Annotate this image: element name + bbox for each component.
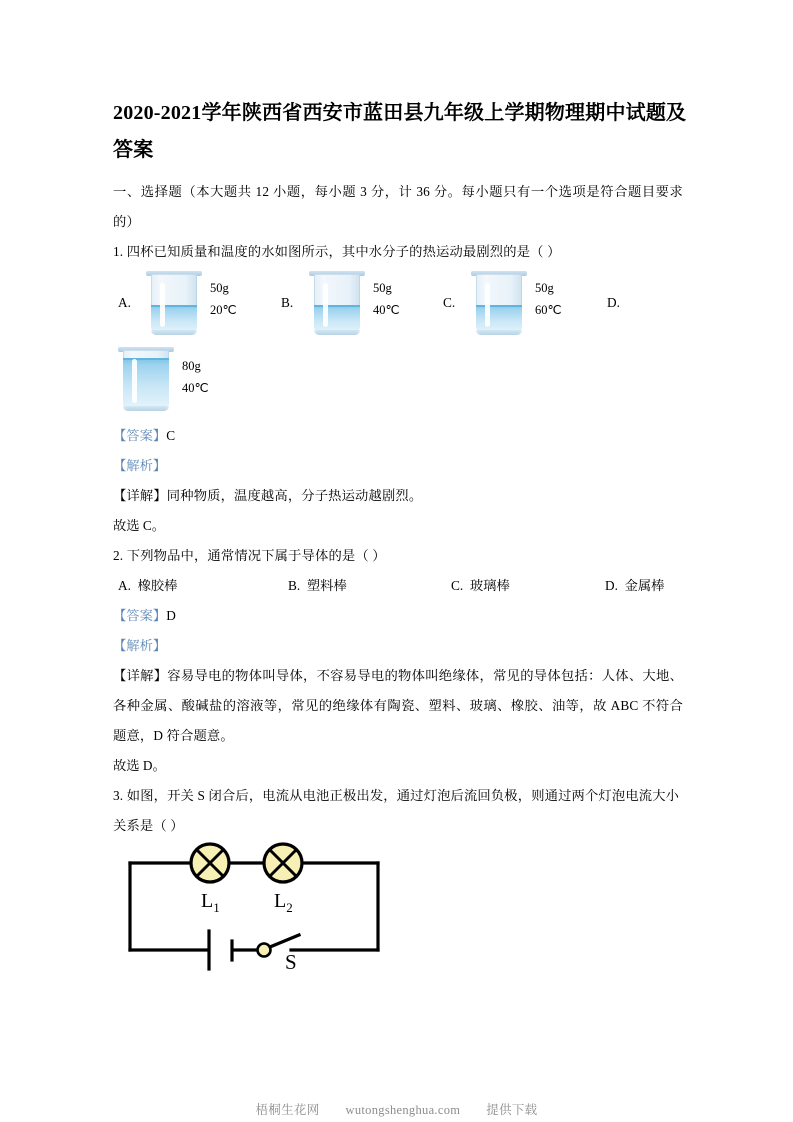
question-1-figure-row-1 (113, 267, 683, 339)
question-3-stem: 3. 如图，开关 S 闭合后，电流从电池正极出发，通过灯泡后流回负极，则通过两个灯泡电流大小关系是（ ） (113, 788, 680, 833)
footer-action: 提供下载 (486, 1103, 538, 1117)
svg-text:L1 (201, 890, 220, 915)
footer (0, 1100, 793, 1118)
question-1-analysis-label (113, 451, 683, 481)
question-1-answer-value: C (166, 428, 176, 443)
lamp-1-subscript: 1 (213, 900, 220, 915)
question-2-option-D[interactable]: D. 金属棒 (605, 578, 665, 593)
detail-label: 【详解】 (113, 488, 167, 503)
analysis-label: 【解析】 (113, 458, 167, 473)
question-2-option-B[interactable]: B. 塑料棒 (288, 578, 347, 593)
option-C[interactable] (443, 267, 603, 339)
footer-domain: wutongshenghua.com (345, 1103, 461, 1117)
option-D-mass: 80g (182, 359, 201, 373)
option-B-mass: 50g (373, 281, 392, 295)
question-2-analysis-label (113, 631, 683, 661)
beaker-D (118, 345, 174, 411)
option-C-mass: 50g (535, 281, 554, 295)
question-2-option-A[interactable]: A. 橡胶棒 (118, 578, 178, 593)
lamp-1-label: L (201, 890, 214, 912)
question-1-conclusion: 故选 C。 (113, 518, 166, 533)
option-D-letter: D. (607, 295, 620, 310)
detail-label: 【详解】 (113, 668, 168, 683)
beaker-C (471, 269, 527, 335)
question-1-figure-row-2 (113, 339, 683, 421)
page-title: 2020-2021学年陕西省西安市蓝田县九年级上学期物理期中试题及答案 (113, 102, 687, 161)
question-2-stem: 2. 下列物品中，通常情况下属于导体的是（ ） (113, 548, 386, 563)
option-B-temperature: 40℃ (373, 303, 400, 317)
section-header: 一、选择题（本大题共 12 小题，每小题 3 分，计 36 分。每小题只有一个选项是符合题目要求的） (113, 184, 683, 229)
option-B[interactable] (281, 267, 441, 339)
lamp-2-label: L (274, 890, 287, 912)
circuit-diagram (113, 841, 403, 973)
answer-label: 【答案】 (113, 428, 167, 443)
switch-label: S (285, 950, 297, 973)
option-A[interactable] (118, 267, 278, 339)
option-A-temperature: 20℃ (210, 303, 237, 317)
question-2-conclusion: 故选 D。 (113, 758, 166, 773)
question-3-circuit-figure (113, 841, 413, 973)
option-B-letter: B. (281, 295, 294, 310)
option-C-letter: C. (443, 295, 456, 310)
lamp-1-icon (191, 844, 229, 882)
answer-label: 【答案】 (113, 608, 167, 623)
option-A-mass: 50g (210, 281, 229, 295)
question-2-answer (113, 601, 683, 631)
question-2-detail-text: 容易导电的物体叫导体，不容易导电的物体叫绝缘体，常见的导体包括：人体、大地、各种金属、酸碱盐的溶液等，常见的绝缘体有陶瓷、塑料、玻璃、橡胶、油等，故 ABC 不符合题意，D 符合题意。 (113, 668, 683, 743)
question-2-option-C[interactable]: C. 玻璃棒 (451, 578, 510, 593)
question-2-detail (113, 661, 683, 751)
question-1-detail-text: 同种物质，温度越高，分子热运动越剧烈。 (166, 488, 423, 503)
question-1-answer (113, 421, 683, 451)
option-D-letter-holder[interactable] (607, 267, 667, 339)
svg-text:L2 (274, 890, 293, 915)
option-A-letter: A. (118, 295, 131, 310)
option-D-temperature: 40℃ (182, 381, 209, 395)
option-D[interactable] (118, 339, 298, 421)
question-1-stem: 1. 四杯已知质量和温度的水如图所示，其中水分子的热运动最剧烈的是（ ） (113, 244, 561, 259)
option-C-temperature: 60℃ (535, 303, 562, 317)
beaker-B (309, 269, 365, 335)
question-2-answer-value: D (166, 608, 176, 623)
switch-pivot-icon (258, 944, 271, 957)
footer-site-name: 梧桐生花网 (255, 1103, 320, 1117)
question-1-detail (113, 481, 683, 511)
lamp-2-icon (264, 844, 302, 882)
beaker-A (146, 269, 202, 335)
lamp-2-subscript: 2 (286, 900, 293, 915)
analysis-label: 【解析】 (113, 638, 167, 653)
question-2-options (113, 571, 683, 601)
document-content (113, 95, 687, 973)
